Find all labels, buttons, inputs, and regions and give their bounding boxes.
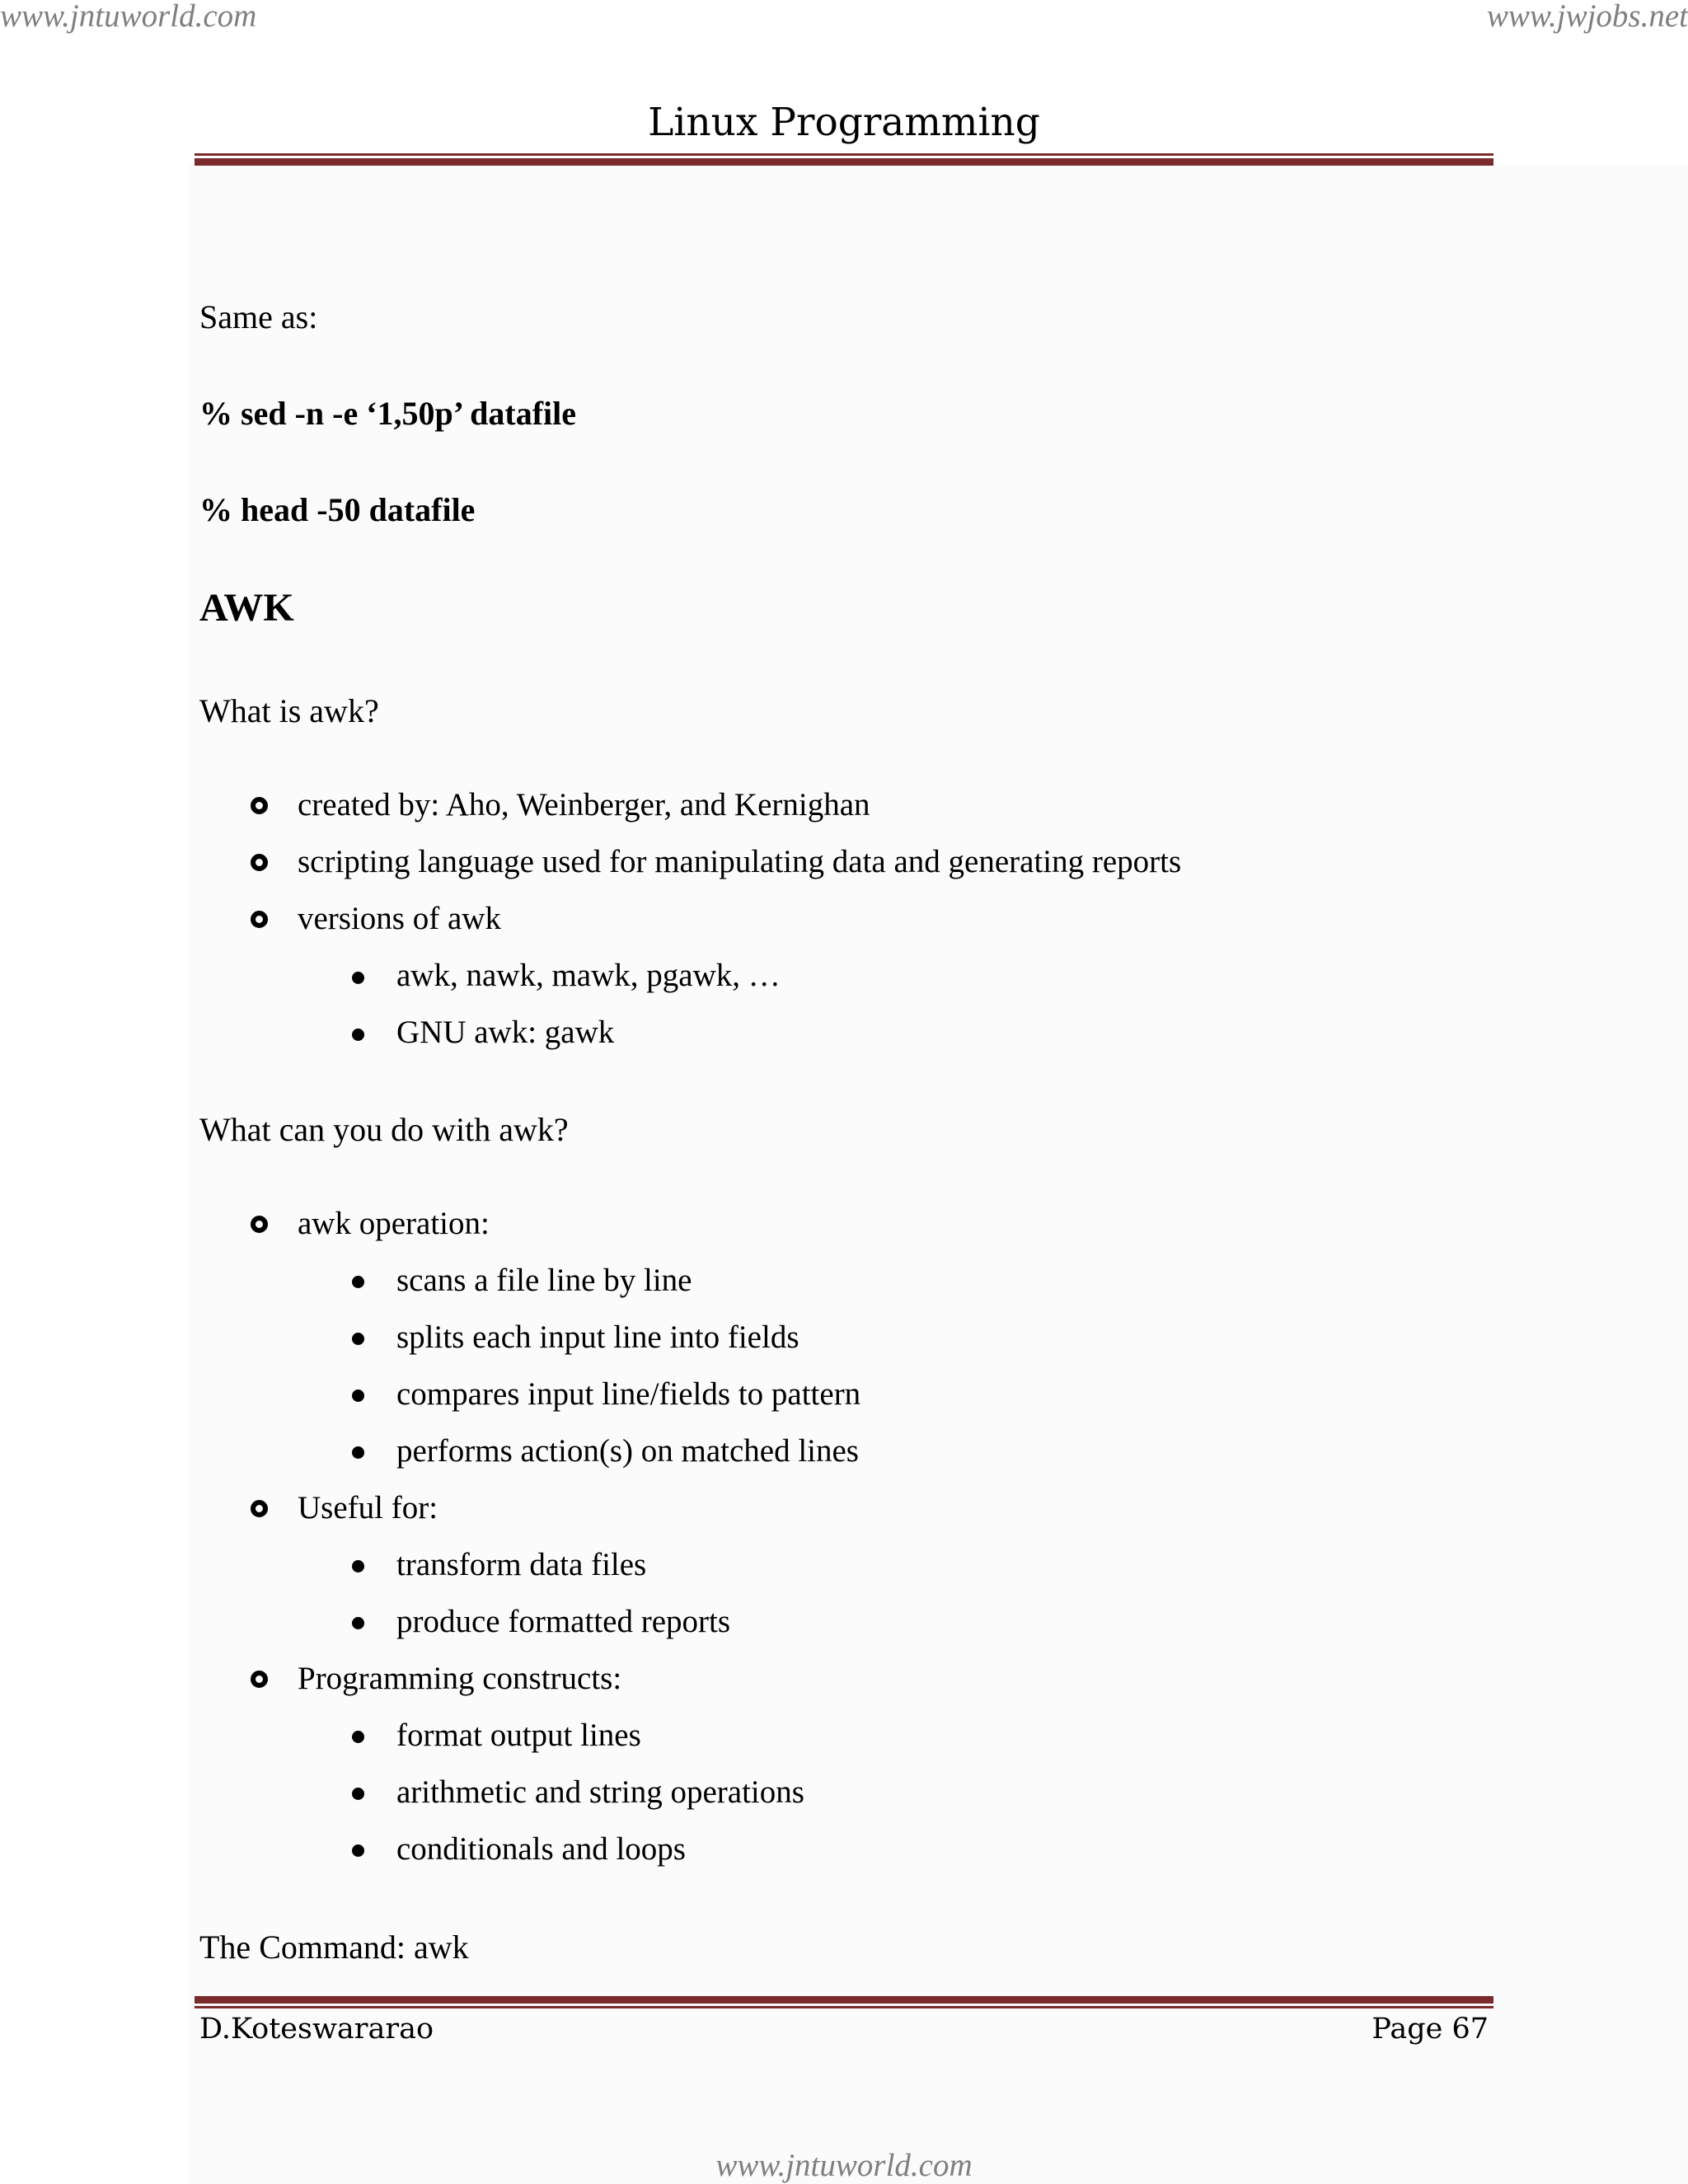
page-background bbox=[188, 165, 1688, 2184]
solid-bullet-icon bbox=[352, 1788, 364, 1800]
command-awk-line: The Command: awk bbox=[199, 1929, 469, 1966]
sublist-item-performs: performs action(s) on matched lines bbox=[396, 1433, 859, 1469]
solid-bullet-icon bbox=[352, 972, 364, 984]
solid-bullet-icon bbox=[352, 1029, 364, 1041]
watermark-top-left[interactable]: www.jntuworld.com bbox=[0, 0, 257, 34]
hollow-bullet-icon bbox=[251, 854, 268, 871]
hollow-bullet-icon bbox=[251, 911, 268, 928]
sublist-item-gnu-awk: GNU awk: gawk bbox=[396, 1015, 615, 1050]
sublist-item-produce: produce formatted reports bbox=[396, 1604, 731, 1639]
hollow-bullet-icon bbox=[251, 1500, 268, 1517]
list-item-created-by: created by: Aho, Weinberger, and Kernighan bbox=[298, 787, 870, 823]
what-can-you-do-question: What can you do with awk? bbox=[199, 1111, 569, 1148]
header-rule-thick bbox=[195, 158, 1493, 166]
list-item-awk-operation: awk operation: bbox=[298, 1206, 490, 1241]
header-title: Linux Programming bbox=[648, 100, 1040, 145]
footer-page-number: Page 67 bbox=[1372, 2013, 1489, 2046]
watermark-bottom[interactable]: www.jntuworld.com bbox=[715, 2148, 973, 2183]
sublist-item-conditionals: conditionals and loops bbox=[396, 1831, 686, 1867]
sublist-item-arithmetic: arithmetic and string operations bbox=[396, 1774, 804, 1810]
same-as-text: Same as: bbox=[199, 298, 318, 335]
hollow-bullet-icon bbox=[251, 1216, 268, 1233]
list-item-scripting-language: scripting language used for manipulating data and generating reports bbox=[298, 844, 1182, 879]
sublist-item-scans: scans a file line by line bbox=[396, 1263, 692, 1298]
footer-rule-thin bbox=[195, 2006, 1493, 2008]
solid-bullet-icon bbox=[352, 1276, 364, 1288]
solid-bullet-icon bbox=[352, 1446, 364, 1459]
list-item-versions: versions of awk bbox=[298, 901, 501, 936]
head-command: % head -50 datafile bbox=[199, 491, 476, 528]
hollow-bullet-icon bbox=[251, 797, 268, 814]
solid-bullet-icon bbox=[352, 1844, 364, 1857]
list-item-programming-constructs: Programming constructs: bbox=[298, 1661, 622, 1696]
what-is-awk-question: What is awk? bbox=[199, 692, 379, 729]
solid-bullet-icon bbox=[352, 1731, 364, 1743]
footer-rule bbox=[195, 1996, 1493, 2008]
solid-bullet-icon bbox=[352, 1560, 364, 1572]
solid-bullet-icon bbox=[352, 1617, 364, 1629]
sublist-item-transform: transform data files bbox=[396, 1547, 647, 1582]
footer-rule-thick bbox=[195, 1996, 1493, 2004]
sublist-item-compares: compares input line/fields to pattern bbox=[396, 1376, 861, 1412]
watermark-top-right[interactable]: www.jwjobs.net bbox=[1486, 0, 1688, 34]
hollow-bullet-icon bbox=[251, 1671, 268, 1688]
footer-author: D.Koteswararao bbox=[199, 2013, 434, 2046]
solid-bullet-icon bbox=[352, 1333, 364, 1345]
sublist-item-splits: splits each input line into fields bbox=[396, 1319, 799, 1355]
solid-bullet-icon bbox=[352, 1390, 364, 1402]
header-rule bbox=[195, 153, 1493, 166]
sed-command: % sed -n -e ‘1,50p’ datafile bbox=[199, 395, 576, 432]
awk-heading: AWK bbox=[199, 586, 294, 630]
list-item-useful-for: Useful for: bbox=[298, 1490, 438, 1526]
sublist-item-format-output: format output lines bbox=[396, 1718, 641, 1753]
sublist-item-awk-variants: awk, nawk, mawk, pgawk, … bbox=[396, 958, 781, 993]
